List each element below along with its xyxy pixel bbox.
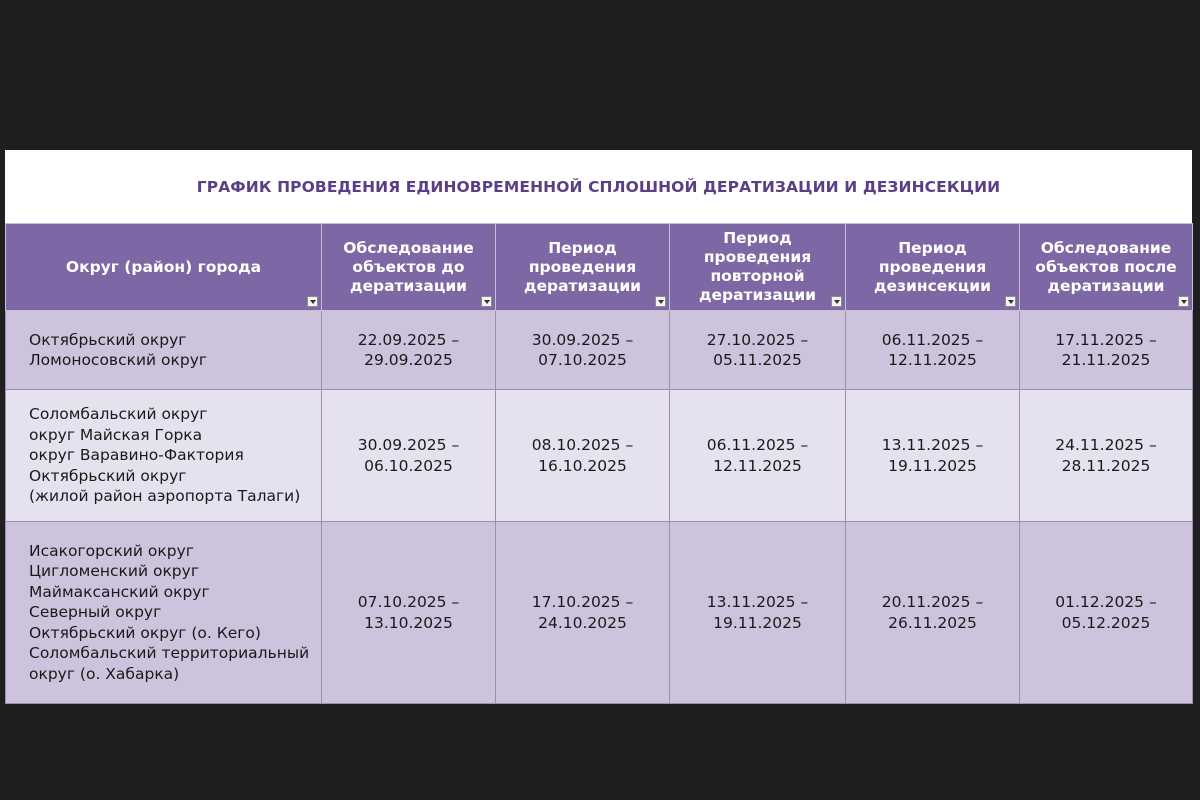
filter-dropdown-icon[interactable] [831, 296, 842, 307]
period-start: 24.11.2025 – [1055, 436, 1157, 454]
period-cell [846, 522, 1020, 704]
filter-dropdown-icon[interactable] [481, 296, 492, 307]
period-start: 30.09.2025 – [531, 330, 634, 349]
period-cell [846, 390, 1020, 522]
period-cell [322, 390, 496, 522]
table-row [6, 522, 1193, 704]
period-cell [496, 522, 670, 704]
table-row [6, 311, 1193, 390]
column-header-label: Период проведения повторной дератизации [698, 229, 817, 304]
column-header-district [6, 224, 322, 311]
period-cell [496, 390, 670, 522]
period-start: 01.12.2025 – [1055, 593, 1157, 611]
period-start: 07.10.2025 – [357, 593, 460, 611]
period-start: 17.11.2025 – [1055, 330, 1157, 349]
period-cell [1020, 311, 1193, 390]
district-name: (жилой район аэропорта Талаги) [29, 487, 301, 506]
schedule-sheet [5, 150, 1192, 702]
period-end: 13.10.2025 [364, 613, 453, 632]
page-title: ГРАФИК ПРОВЕДЕНИЯ ЕДИНОВРЕМЕННОЙ СПЛОШНОЙ ДЕРАТИЗАЦИИ И ДЕЗИНСЕКЦИИ [196, 177, 1001, 196]
column-header-label: Обследование объектов после дератизации [1035, 238, 1177, 295]
district-name: Октябрьский округ [29, 466, 187, 485]
district-name: Цигломенский округ [29, 562, 199, 581]
district-name: Октябрьский округ (о. Кего) [29, 623, 261, 642]
period-end: 07.10.2025 [538, 351, 627, 369]
column-header-inspection-before [322, 224, 496, 311]
column-header-label: Период проведения дератизации [523, 238, 642, 295]
period-cell [1020, 522, 1193, 704]
period-cell [1020, 390, 1193, 522]
district-name: Соломбальский округ [29, 405, 208, 424]
period-end: 28.11.2025 [1061, 456, 1151, 475]
period-start: 06.11.2025 – [881, 330, 984, 349]
period-end: 29.09.2025 [364, 351, 453, 369]
period-end: 26.11.2025 [888, 613, 977, 632]
period-cell [670, 522, 846, 704]
district-name: Маймаксанский округ [29, 582, 210, 601]
period-start: 08.10.2025 – [531, 436, 634, 454]
period-start: 17.10.2025 – [531, 593, 634, 611]
column-header-disinsection [846, 224, 1020, 311]
period-end: 24.10.2025 [538, 613, 627, 632]
filter-dropdown-icon[interactable] [655, 296, 666, 307]
district-name: Исакогорский округ [29, 541, 194, 560]
district-name: Соломбальский территориальный [29, 644, 310, 663]
period-cell [670, 390, 846, 522]
period-end: 12.11.2025 [888, 351, 977, 369]
district-name: Октябрьский округ [29, 330, 187, 349]
column-header-label: Обследование объектов до дератизации [343, 238, 474, 295]
period-start: 13.11.2025 – [881, 436, 984, 454]
period-start: 20.11.2025 – [881, 593, 984, 611]
column-header-label: Округ (район) города [65, 257, 262, 276]
district-name: Ломоносовский округ [29, 351, 208, 369]
period-end: 19.11.2025 [888, 456, 977, 475]
period-end: 16.10.2025 [538, 456, 627, 475]
period-end: 05.11.2025 [713, 351, 802, 369]
period-cell [670, 311, 846, 390]
title-bar [5, 150, 1192, 223]
period-cell [846, 311, 1020, 390]
district-name: Северный округ [29, 603, 162, 622]
district-name: округ (о. Хабарка) [29, 664, 180, 683]
period-cell [322, 522, 496, 704]
period-end: 19.11.2025 [713, 613, 802, 632]
district-name: округ Варавино-Фактория [29, 446, 244, 465]
district-name: округ Майская Горка [29, 425, 203, 444]
district-cell [6, 311, 322, 390]
period-start: 13.11.2025 – [706, 593, 809, 611]
period-end: 05.12.2025 [1061, 613, 1151, 632]
period-start: 30.09.2025 – [357, 436, 460, 454]
district-cell [6, 390, 322, 522]
column-header-deratization [496, 224, 670, 311]
period-end: 12.11.2025 [713, 456, 802, 475]
period-cell [322, 311, 496, 390]
period-start: 27.10.2025 – [706, 330, 809, 349]
period-end: 06.10.2025 [364, 456, 453, 475]
period-end: 21.11.2025 [1061, 351, 1151, 369]
district-cell [6, 522, 322, 704]
column-header-repeat-deratization [670, 224, 846, 311]
schedule-table [5, 223, 1193, 704]
table-row [6, 390, 1193, 522]
filter-dropdown-icon[interactable] [1005, 296, 1016, 307]
header-row [6, 224, 1193, 311]
column-header-label: Период проведения дезинсекции [873, 238, 992, 295]
period-cell [496, 311, 670, 390]
period-start: 22.09.2025 – [357, 330, 460, 349]
column-header-inspection-after [1020, 224, 1193, 311]
filter-dropdown-icon[interactable] [307, 296, 318, 307]
period-start: 06.11.2025 – [706, 436, 809, 454]
filter-dropdown-icon[interactable] [1178, 296, 1189, 307]
